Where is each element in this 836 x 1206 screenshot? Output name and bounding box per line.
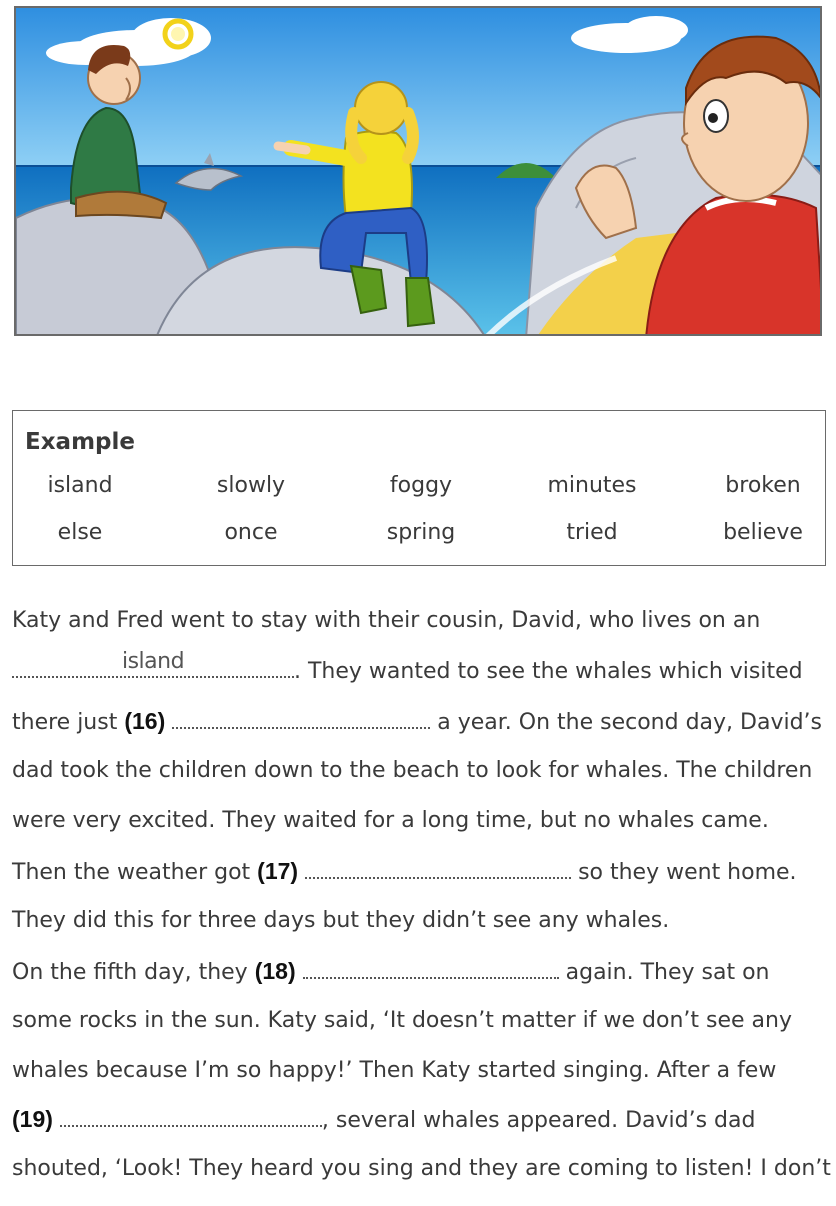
passage-line: some rocks in the sun. Katy said, ‘It doesn’t matter if we don’t see any (12, 1008, 792, 1033)
passage-text: there just (12, 710, 118, 735)
passage-text: , several whales appeared. David’s dad (321, 1108, 756, 1133)
passage-line (12, 858, 797, 885)
passage-line (12, 708, 822, 735)
answer-blank-19[interactable] (60, 1107, 322, 1127)
answer-blank-17[interactable] (305, 859, 571, 879)
word-island: island (47, 473, 113, 498)
passage-text: again. They sat on (565, 960, 770, 985)
answer-blank-16[interactable] (172, 709, 430, 729)
passage-line: whales because I’m so happy!’ Then Katy started singing. After a few (12, 1058, 777, 1083)
passage-line: They did this for three days but they didn’t see any whales. (12, 908, 670, 933)
word-spring: spring (386, 520, 456, 545)
passage-text: Then the weather got (12, 860, 251, 885)
story-illustration (14, 6, 822, 336)
question-number-18: (18) (254, 958, 296, 984)
passage-line (12, 649, 803, 684)
word-tried: tried (566, 520, 618, 545)
question-number-17: (17) (257, 858, 299, 884)
passage-line: shouted, ‘Look! They heard you sing and they are coming to listen! I don’t (12, 1156, 831, 1181)
passage-line: were very excited. They waited for a long time, but no whales came. (12, 808, 769, 833)
example-answer: island (121, 649, 185, 674)
passage-line: Katy and Fred went to stay with their cousin, David, who lives on an (12, 608, 761, 633)
passage-line (12, 958, 770, 985)
word-minutes: minutes (547, 473, 637, 498)
passage-line (12, 1106, 755, 1133)
answer-blank-18[interactable] (303, 959, 559, 979)
word-broken: broken (725, 473, 801, 498)
passage-text: . They wanted to see the whales which visited (294, 659, 803, 684)
word-slowly: slowly (216, 473, 286, 498)
word-else: else (57, 520, 103, 545)
word-foggy: foggy (389, 473, 453, 498)
example-word-box (12, 410, 826, 566)
question-number-19: (19) (12, 1106, 53, 1132)
word-believe: believe (723, 520, 803, 545)
passage-text: a year. On the second day, David’s (437, 710, 823, 735)
word-once: once (224, 520, 278, 545)
passage-text: so they went home. (578, 860, 797, 885)
passage-line: dad took the children down to the beach to look for whales. The children (12, 758, 813, 783)
example-title: Example (25, 429, 135, 455)
example-answer-blank (12, 649, 294, 678)
passage-text: On the fifth day, they (12, 960, 248, 985)
question-number-16: (16) (124, 708, 166, 734)
